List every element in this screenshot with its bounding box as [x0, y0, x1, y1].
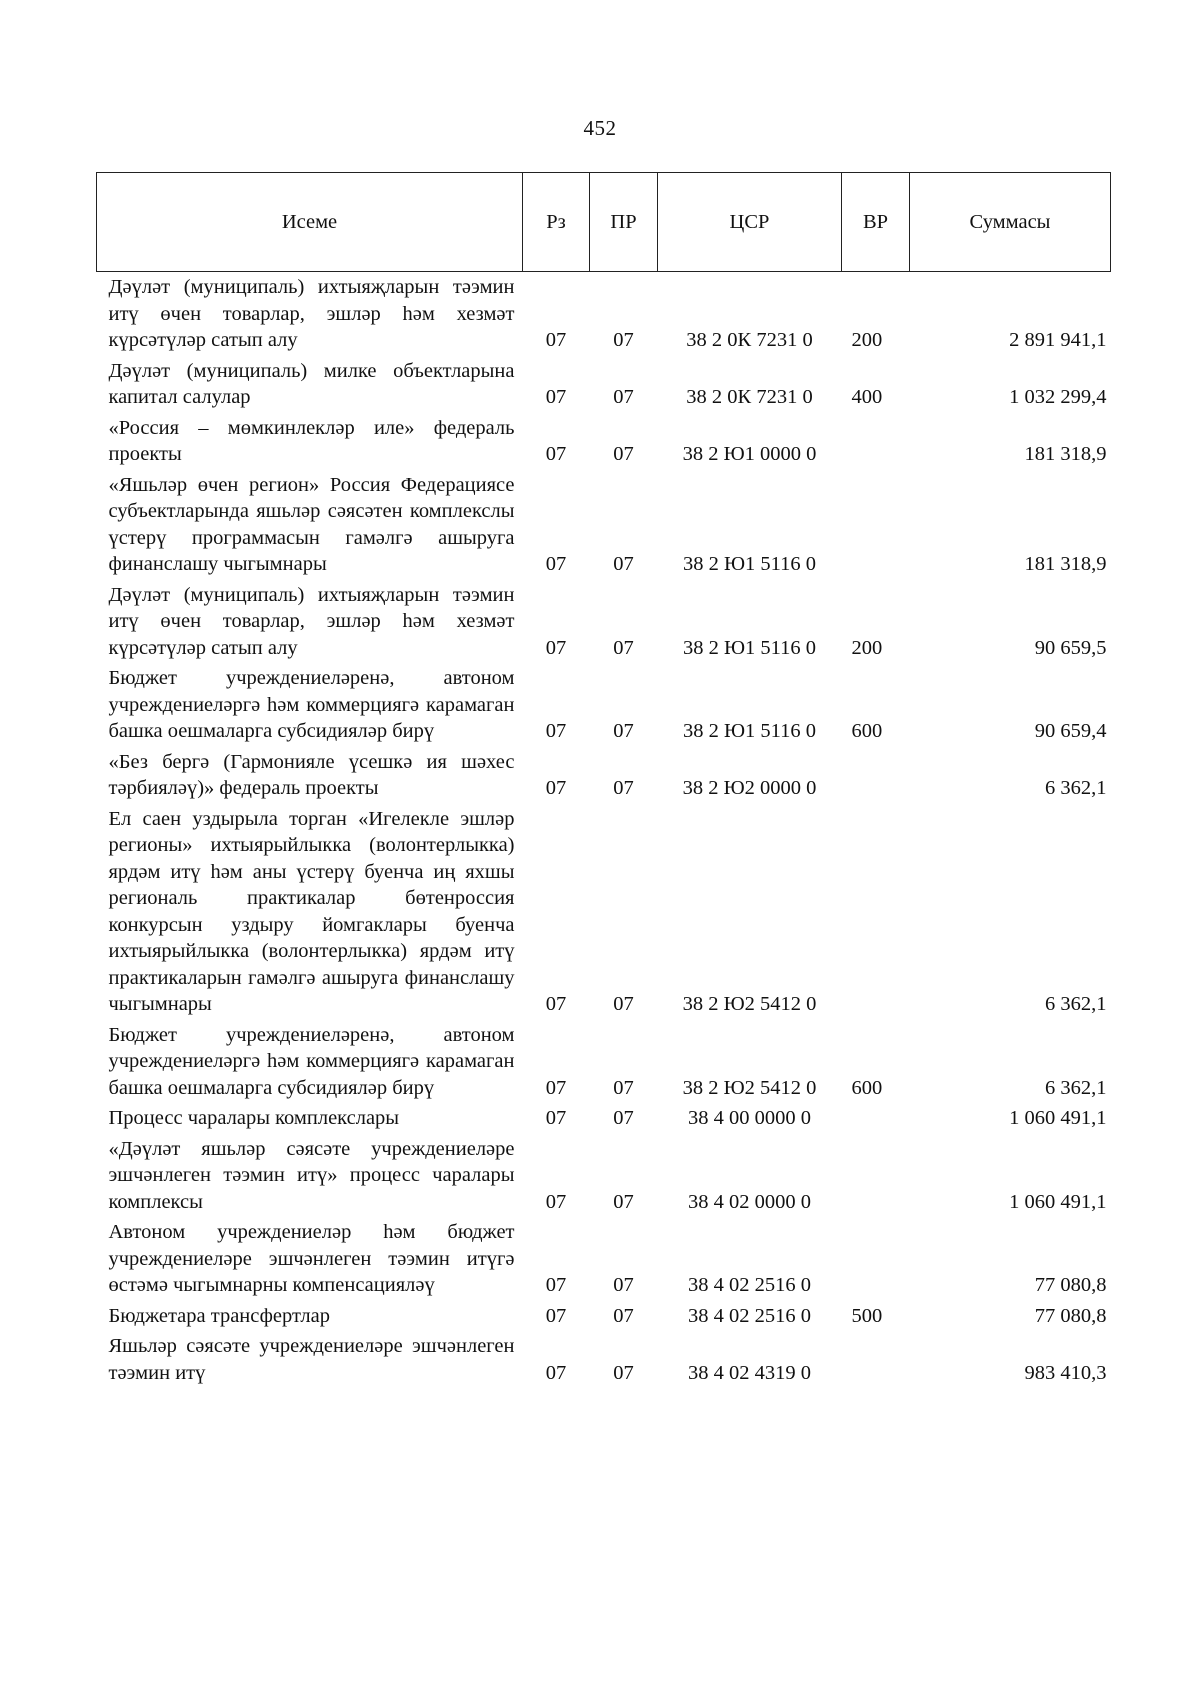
table-row	[97, 1219, 1111, 1303]
row-csr: 38 2 0К 7231 0	[686, 329, 813, 351]
header-pr: ПР	[590, 173, 658, 272]
row-name: Бюджетара трансфертлар	[108, 1304, 331, 1327]
row-sum: 1 032 299,4	[1009, 386, 1107, 408]
table-row	[97, 582, 1111, 666]
table-row	[97, 358, 1111, 415]
row-csr: 38 2 Ю2 5412 0	[682, 993, 817, 1015]
row-pr: 07	[613, 1304, 634, 1327]
row-rz: 07	[545, 1107, 567, 1129]
row-rz: 07	[545, 553, 567, 575]
row-rz: 07	[545, 1274, 567, 1296]
row-pr: 07	[613, 443, 634, 465]
row-name: Автоном учреждениеләр һәм бюджет учреждениеләре эшчәнлеген тәэмин итүгә өстәмә чыгымнарны компенсацияләү	[108, 1221, 515, 1296]
row-sum: 6 362,1	[1045, 777, 1107, 799]
row-csr: 38 2 Ю1 5116 0	[682, 720, 817, 742]
row-csr: 38 4 02 2516 0	[688, 1304, 811, 1327]
row-sum: 1 060 491,1	[1009, 1190, 1107, 1213]
row-vr: 200	[851, 636, 883, 659]
row-csr: 38 4 02 2516 0	[688, 1274, 811, 1296]
row-csr: 38 2 0К 7231 0	[686, 386, 813, 408]
header-name: Исеме	[97, 173, 523, 272]
row-name: «Дәүләт яшьләр сәясәте учреждениеләре эшчәнлеген тәэмин итү» процесс чаралары комплексы	[108, 1137, 515, 1213]
table-row	[97, 272, 1111, 358]
row-name: «Россия – мөмкинлекләр иле» федераль проекты	[108, 416, 515, 465]
row-csr: 38 4 00 0000 0	[688, 1107, 811, 1129]
header-vr: ВР	[842, 173, 910, 272]
page-number: 452	[583, 116, 617, 140]
table-row	[97, 1136, 1111, 1220]
header-row	[97, 173, 1111, 272]
budget-table	[96, 172, 1111, 1390]
row-pr: 07	[613, 1361, 634, 1384]
row-vr: 600	[851, 1076, 883, 1099]
row-sum: 181 318,9	[1024, 443, 1107, 465]
row-sum: 2 891 941,1	[1009, 329, 1107, 351]
row-csr: 38 2 Ю2 5412 0	[682, 1076, 817, 1099]
row-pr: 07	[613, 777, 634, 799]
row-rz: 07	[545, 777, 567, 799]
row-name: Дәүләт (муниципаль) ихтыяҗларын тәэмин итү өчен товарлар, эшләр һәм хезмәт күрсәтүләр сатып алу	[108, 276, 515, 351]
row-vr	[842, 749, 910, 806]
row-rz: 07	[545, 443, 567, 465]
table-row	[97, 1303, 1111, 1334]
row-sum: 90 659,5	[1034, 636, 1107, 659]
row-vr	[842, 806, 910, 1022]
row-csr: 38 2 Ю1 5116 0	[682, 553, 817, 575]
row-pr: 07	[613, 386, 634, 408]
table-body	[97, 272, 1111, 1391]
row-vr: 500	[851, 1304, 883, 1327]
row-name: «Без бергә (Гармонияле үсешкә ия шәхес тәрбияләү)» федераль проекты	[108, 750, 515, 799]
row-name: «Яшьләр өчен регион» Россия Федерациясе субъектларында яшьләр сәясәтен комплекслы үстерү программасын гамәлгә ашыруга финанслашу чыгымнары	[108, 473, 515, 575]
row-csr: 38 2 Ю1 0000 0	[682, 443, 817, 465]
row-vr	[842, 1105, 910, 1136]
row-rz: 07	[545, 993, 567, 1015]
row-sum: 90 659,4	[1034, 720, 1107, 742]
row-vr: 200	[851, 329, 883, 351]
row-pr: 07	[613, 993, 634, 1015]
row-pr: 07	[613, 720, 634, 742]
row-csr: 38 2 Ю2 0000 0	[682, 777, 817, 799]
row-sum: 983 410,3	[1024, 1361, 1107, 1384]
header-csr: ЦСР	[658, 173, 842, 272]
row-name: Бюджет учреждениеләренә, автоном учреждениеләргә һәм коммерциягә карамаган башка оешмаларга субсидияләр бирү	[108, 1023, 515, 1099]
row-rz: 07	[545, 636, 567, 659]
row-name: Процесс чаралары комплекслары	[108, 1107, 400, 1129]
row-sum: 6 362,1	[1045, 1076, 1107, 1099]
row-name: Яшьләр сәясәте учреждениеләре эшчәнлеген тәэмин итү	[108, 1335, 515, 1384]
row-sum: 77 080,8	[1034, 1274, 1107, 1296]
row-vr	[842, 415, 910, 472]
row-pr: 07	[613, 1190, 634, 1213]
row-rz: 07	[545, 1190, 567, 1213]
row-pr: 07	[613, 1274, 634, 1296]
row-rz: 07	[545, 1304, 567, 1327]
row-name: Бюджет учреждениеләренә, автоном учреждениеләргә һәм коммерциягә карамаган башка оешмаларга субсидияләр бирү	[108, 667, 515, 742]
row-vr	[842, 1219, 910, 1303]
row-name: Дәүләт (муниципаль) милке объектларына капитал салулар	[108, 359, 515, 408]
table-row	[97, 749, 1111, 806]
row-vr	[842, 1333, 910, 1390]
table-row	[97, 665, 1111, 749]
row-pr: 07	[613, 1076, 634, 1099]
header-sum: Суммасы	[910, 173, 1111, 272]
row-pr: 07	[613, 636, 634, 659]
table-header	[97, 173, 1111, 272]
table-row	[97, 1022, 1111, 1106]
row-name: Ел саен уздырыла торган «Игелекле эшләр регионы» ихтыярыйлыкка (волонтерлыкка) ярдәм итү һәм аны үстерү буенча иң яхшы региональ практикалар бөтенроссия конкурсын уздыру йомгаклары буенча ихтыярыйлыкка (волонтерлыкка) ярдәм итү практикаларын гамәлгә ашыруга финанслашу чыгымнары	[108, 807, 515, 1015]
table-row	[97, 1105, 1111, 1136]
row-vr	[842, 1136, 910, 1220]
row-name: Дәүләт (муниципаль) ихтыяҗларын тәэмин итү өчен товарлар, эшләр һәм хезмәт күрсәтүләр сатып алу	[108, 583, 515, 659]
row-sum: 181 318,9	[1024, 553, 1107, 575]
row-rz: 07	[545, 1361, 567, 1384]
table-row	[97, 415, 1111, 472]
row-vr: 400	[851, 386, 883, 408]
row-csr: 38 4 02 4319 0	[688, 1361, 811, 1384]
table-row	[97, 806, 1111, 1022]
header-rz: Рз	[523, 173, 590, 272]
row-sum: 77 080,8	[1034, 1304, 1107, 1327]
row-rz: 07	[545, 720, 567, 742]
row-csr: 38 2 Ю1 5116 0	[682, 636, 817, 659]
row-vr: 600	[851, 720, 883, 742]
row-sum: 1 060 491,1	[1009, 1107, 1107, 1129]
row-sum: 6 362,1	[1045, 993, 1107, 1015]
row-rz: 07	[545, 386, 567, 408]
row-rz: 07	[545, 329, 567, 351]
row-rz: 07	[545, 1076, 567, 1099]
row-pr: 07	[613, 553, 634, 575]
row-pr: 07	[613, 329, 634, 351]
row-csr: 38 4 02 0000 0	[688, 1190, 811, 1213]
table-row	[97, 472, 1111, 582]
row-pr: 07	[613, 1107, 634, 1129]
row-vr	[842, 472, 910, 582]
table-row	[97, 1333, 1111, 1390]
